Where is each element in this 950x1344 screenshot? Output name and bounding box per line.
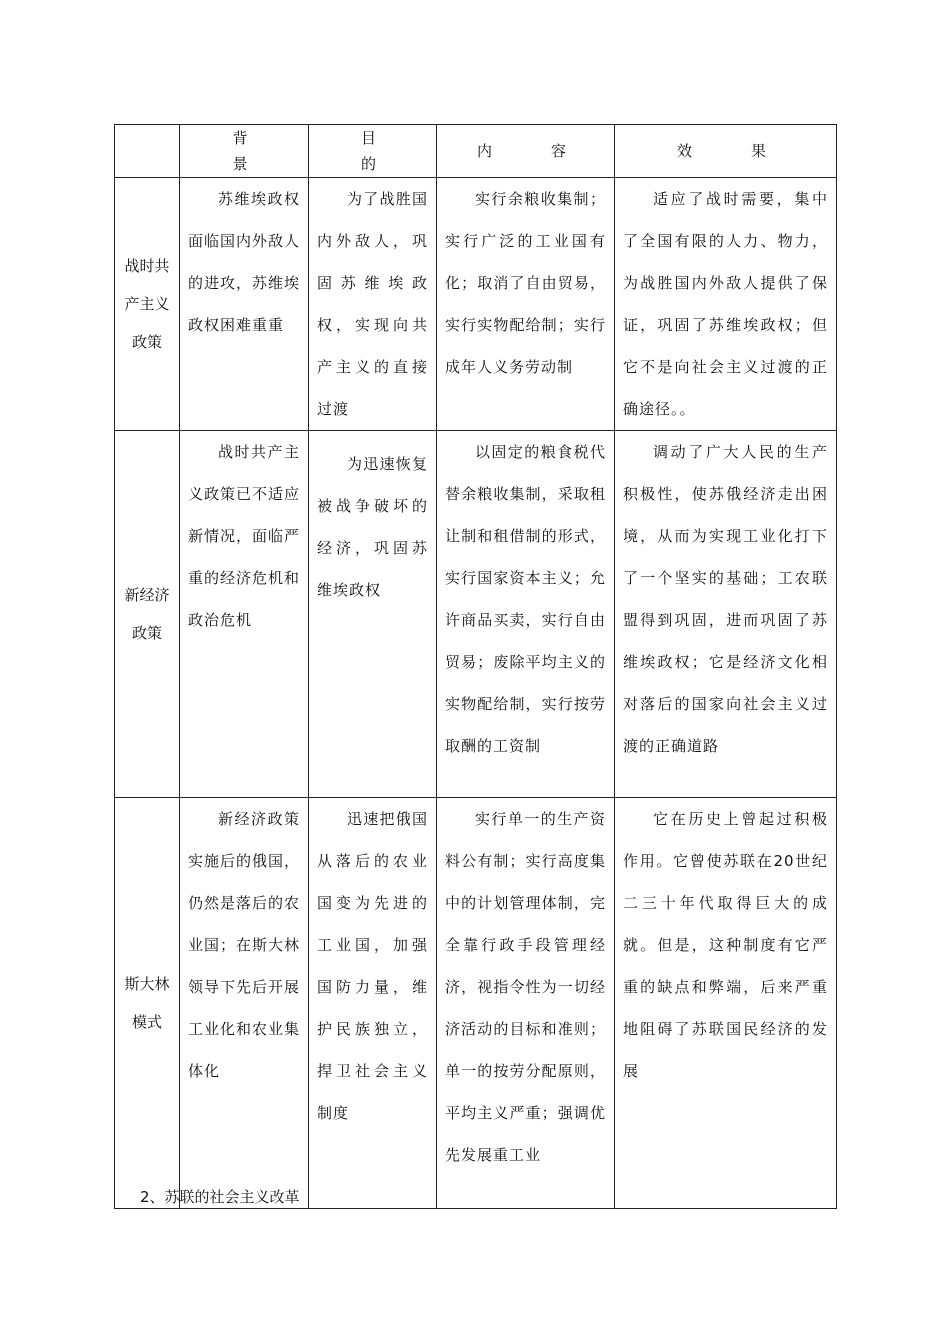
purpose-cell: 为迅速恢复被战争破坏的经济，巩固苏维埃政权: [309, 431, 437, 798]
table-row: [115, 178, 837, 431]
policy-comparison-table: [114, 124, 837, 1209]
content-cell: 实行余粮收集制；实行广泛的工业国有化；取消了自由贸易，实行实物配给制；实行成年人义务劳动制: [437, 178, 615, 431]
policy-name: 斯大林模式: [115, 798, 180, 1209]
policy-name: 新经济政策: [115, 431, 180, 798]
effect-cell: 适应了战时需要，集中了全国有限的人力、物力，为战胜国内外敌人提供了保证，巩固了苏维埃政权；但它不是向社会主义过渡的正确途径。。: [615, 178, 837, 431]
effect-cell: 它在历史上曾起过积极作用。它曾使苏联在20世纪二三十年代取得巨大的成就。但是，这种制度有它严重的缺点和弊端，后来严重地阻碍了苏联国民经济的发展: [615, 798, 837, 1209]
background-cell: 新经济政策实施后的俄国，仍然是落后的农业国；在斯大林领导下先后开展工业化和农业集体化: [180, 798, 309, 1209]
purpose-cell: 为了战胜国内外敌人，巩固苏维埃政权，实现向共产主义的直接过渡: [309, 178, 437, 431]
header-content: 内 容: [437, 125, 615, 178]
header-effect: 效 果: [615, 125, 837, 178]
background-cell: 战时共产主义政策已不适应新情况，面临严重的经济危机和政治危机: [180, 431, 309, 798]
table-row: [115, 798, 837, 1209]
table-row: [115, 431, 837, 798]
effect-cell: 调动了广大人民的生产积极性，使苏俄经济走出困境，从而为实现工业化打下了一个坚实的基础；工农联盟得到巩固，进而巩固了苏维埃政权；它是经济文化相对落后的国家向社会主义过渡的正确道路: [615, 431, 837, 798]
content-cell: 实行单一的生产资料公有制；实行高度集中的计划管理体制，完全靠行政手段管理经济，视指令性为一切经济活动的目标和准则；单一的按劳分配原则，平均主义严重；强调优先发展重工业: [437, 798, 615, 1209]
header-purpose: 目 的: [309, 125, 437, 178]
header-background: 背 景: [180, 125, 309, 178]
header-row: [115, 125, 837, 178]
purpose-cell: 迅速把俄国从落后的农业国变为先进的工业国，加强国防力量，维护民族独立，捍卫社会主义制度: [309, 798, 437, 1209]
section-heading: 2、苏联的社会主义改革: [140, 1188, 300, 1206]
content-cell: 以固定的粮食税代替余粮收集制，采取租让制和租借制的形式，实行国家资本主义；允许商品买卖，实行自由贸易；废除平均主义的实物配给制，实行按劳取酬的工资制: [437, 431, 615, 798]
background-cell: 苏维埃政权面临国内外敌人的进攻，苏维埃政权困难重重: [180, 178, 309, 431]
header-empty: [115, 125, 180, 178]
policy-name: 战时共产主义政策: [115, 178, 180, 431]
